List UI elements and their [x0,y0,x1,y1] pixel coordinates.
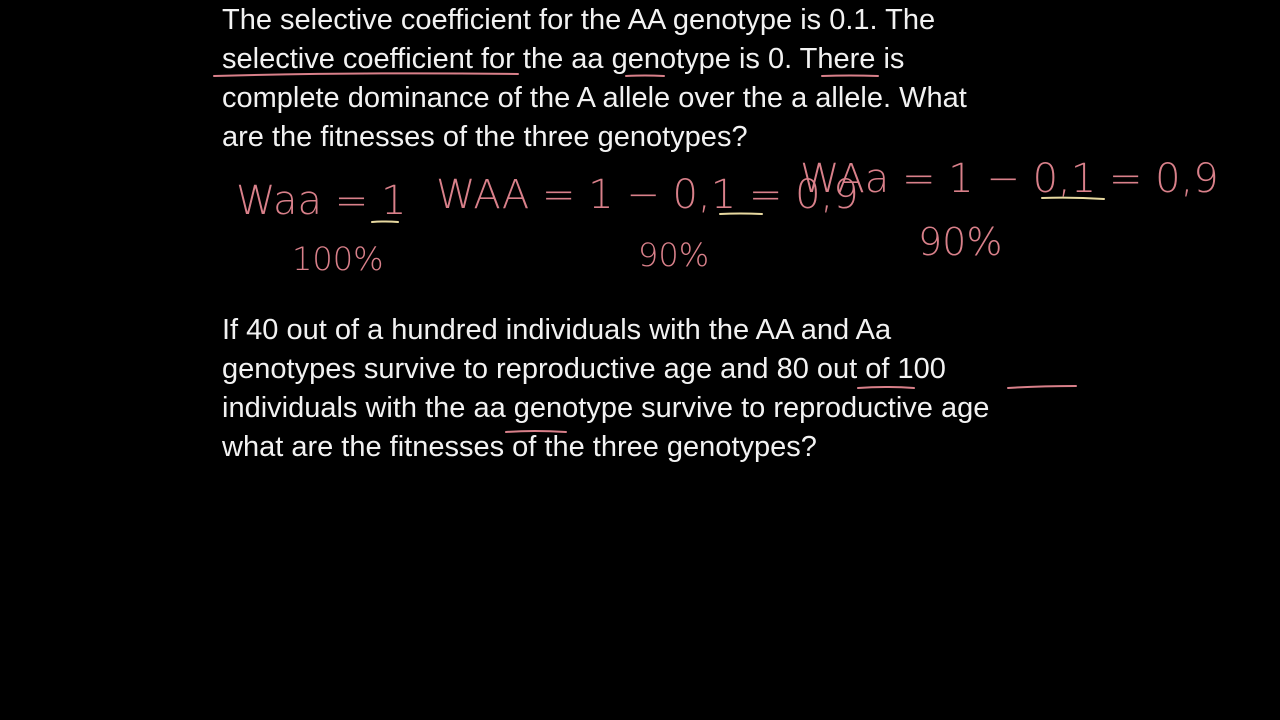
underline-80 [858,387,914,388]
question2-line-4: what are the fitnesses of the three genotypes? [222,431,817,463]
underline-100 [1008,386,1076,388]
question1-line-3: complete dominance of the A allele over the a allele. What [222,82,967,114]
fitness-Aa-percent: 90% [918,220,1003,264]
fitness-Aa-equation: WAa = 1 − 0,1 = 0,9 [800,156,1219,202]
question1-line-1: The selective coefficient for the AA genotype is 0.1. The [222,4,936,36]
question1-line-2: selective coefficient for the aa genotype is 0. There is [222,43,905,75]
fitness-AA-percent: 90% [638,236,710,274]
question1-line-4: are the fitnesses of the three genotypes? [222,121,748,153]
question2-line-1: If 40 out of a hundred individuals with the AA and Aa [222,314,892,346]
fitness-aa-percent: 100% [292,240,384,278]
question2-line-3: individuals with the aa genotype survive to reproductive age [222,392,990,424]
question2-line-2: genotypes survive to reproductive age and 80 out of 100 [222,353,946,385]
fitness-AA-equation: WAA = 1 − 0,1 = 0,9 [436,172,859,218]
fitness-aa-equation: Waa = 1 [236,178,407,224]
